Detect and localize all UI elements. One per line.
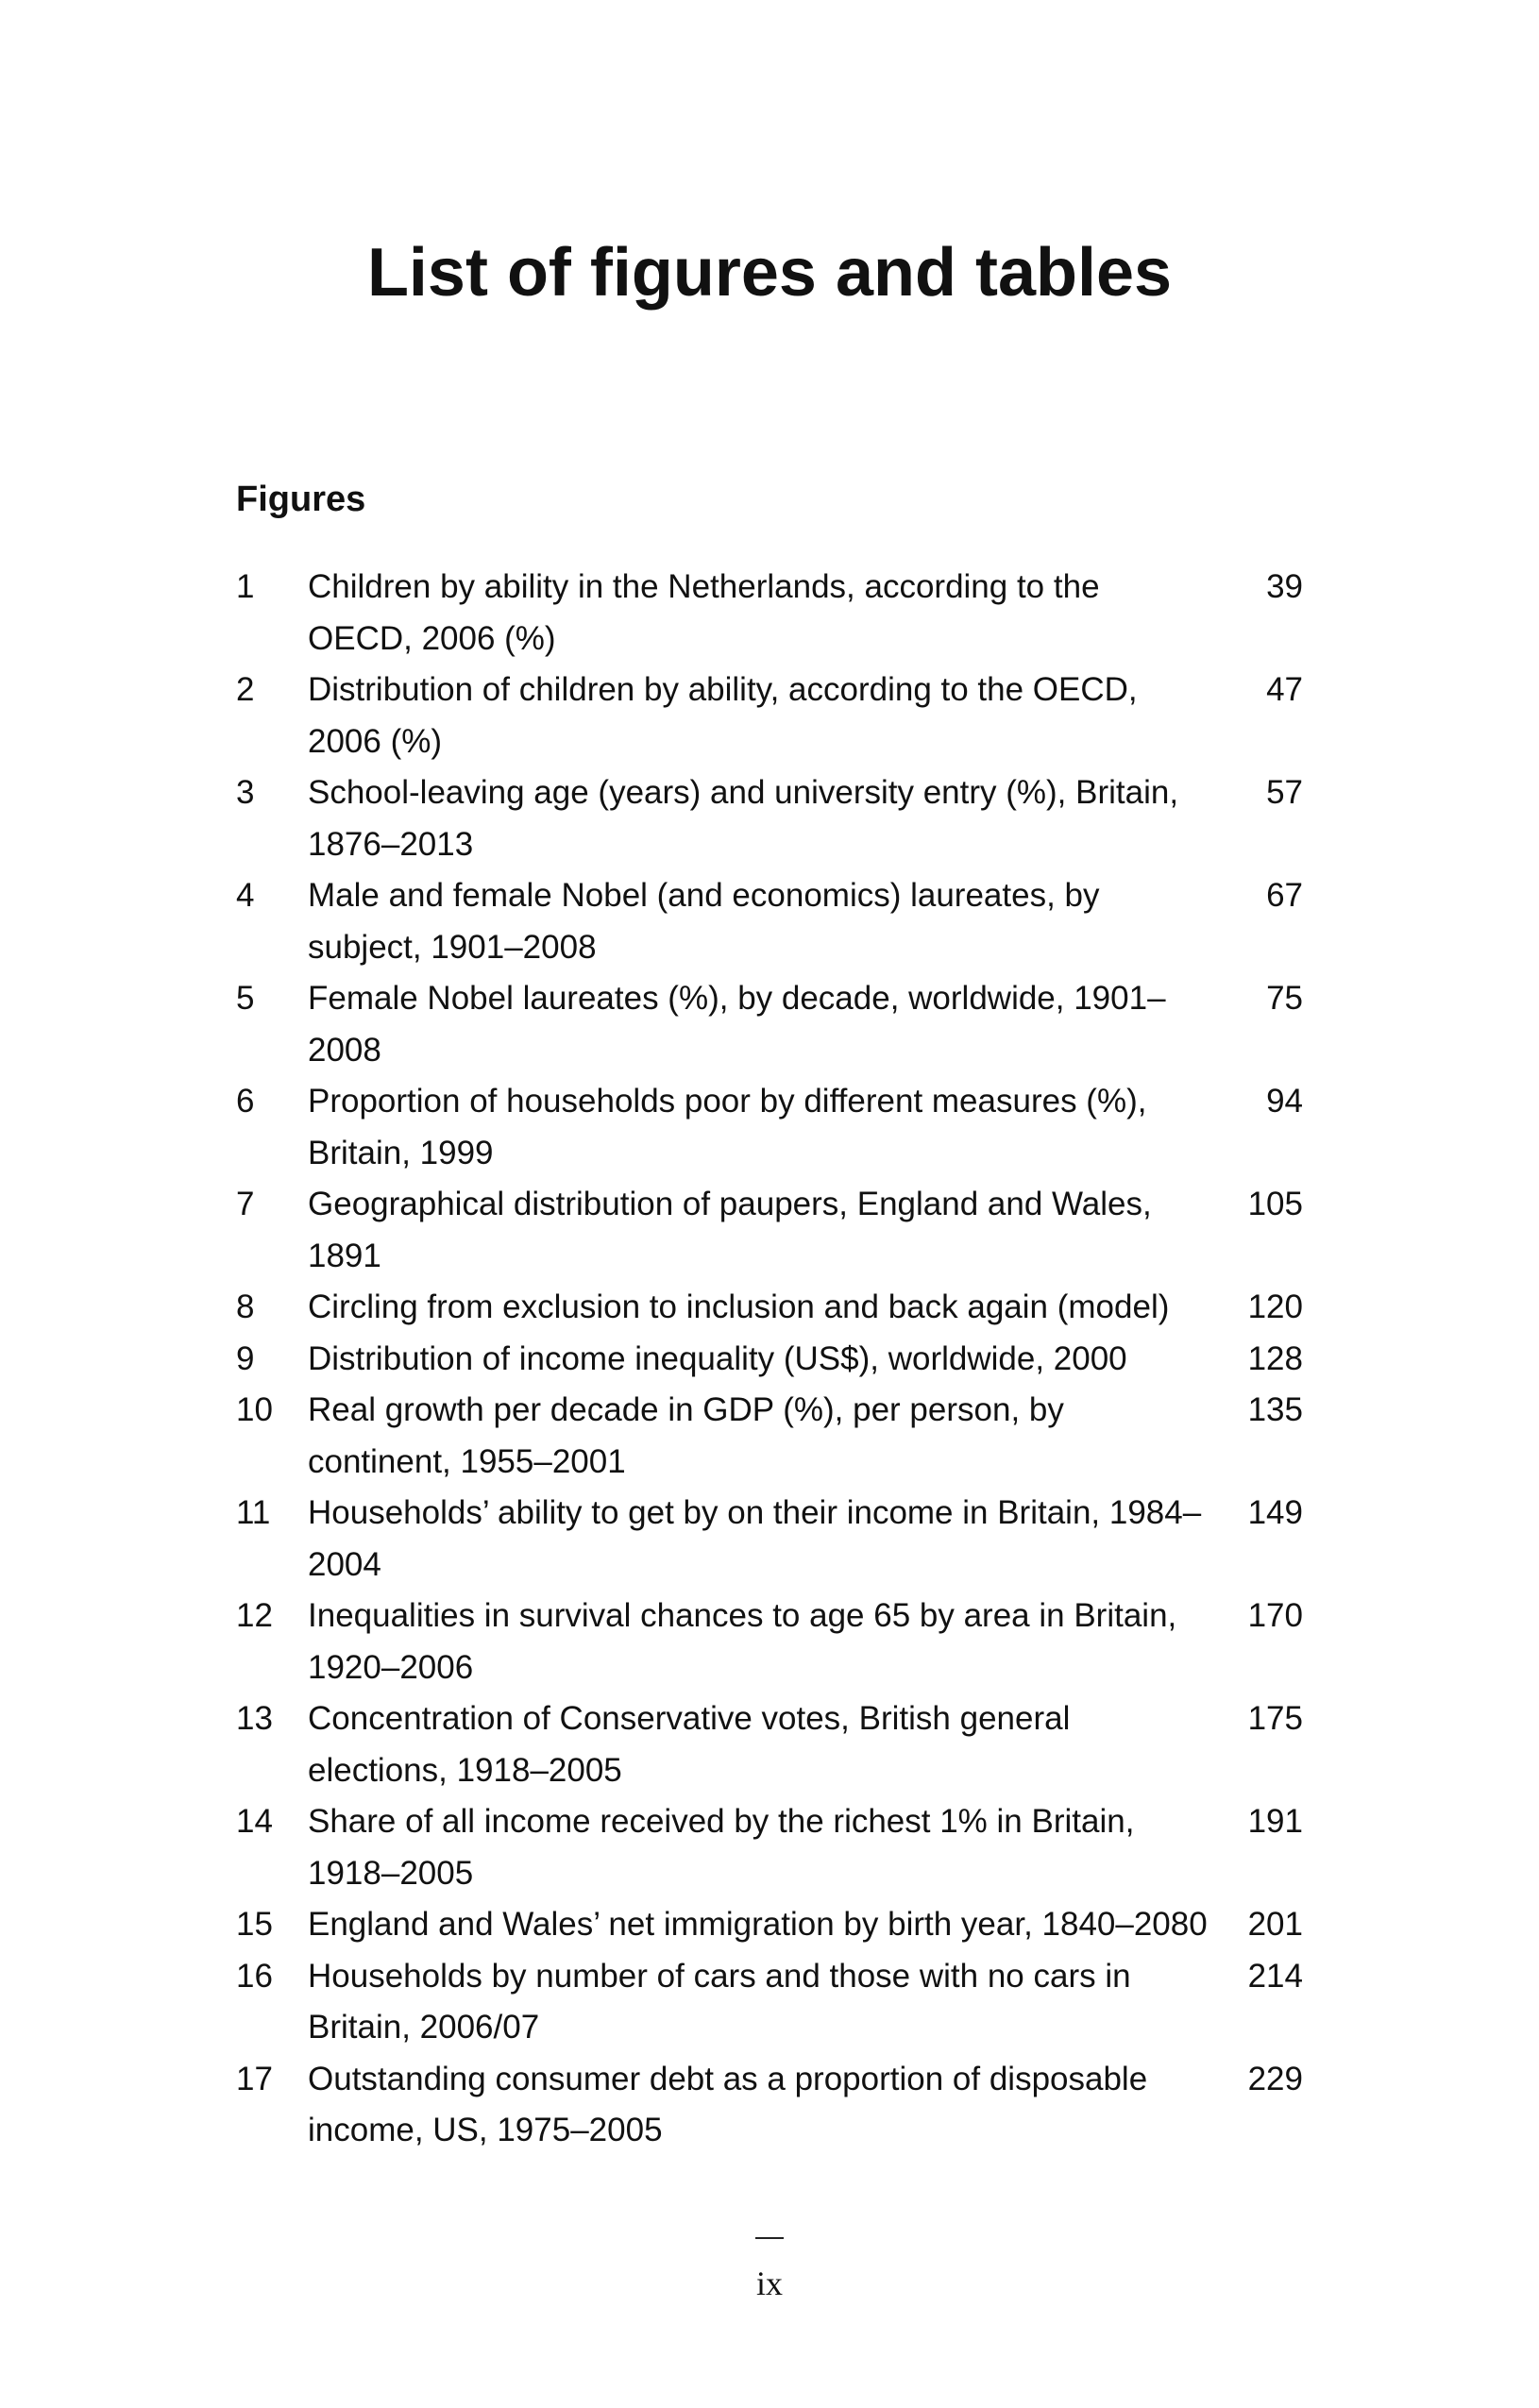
figure-page-number: 170 [1247,1597,1303,1634]
figure-number: 11 [236,1494,271,1531]
figure-title: Households’ ability to get by on their income in Britain, 1984–2004 [308,1494,1202,1583]
figure-entry [236,1899,1303,1951]
figure-entry [236,1076,1303,1179]
figure-number: 15 [236,1906,273,1943]
figure-number: 10 [236,1391,273,1428]
figure-title: Distribution of income inequality (US$), worldwide, 2000 [308,1339,1127,1377]
figure-title: Proportion of households poor by different measures (%), Britain, 1999 [308,1083,1147,1171]
section-heading-figures: Figures [236,480,366,519]
figure-page-number: 47 [1266,671,1303,708]
page-number: ix [755,2265,783,2302]
figure-entry [236,1951,1303,2054]
figure-title: Share of all income received by the richest 1% in Britain, 1918–2005 [308,1803,1135,1892]
figure-title: Real growth per decade in GDP (%), per person, by continent, 1955–2001 [308,1391,1064,1480]
figure-number: 17 [236,2060,273,2097]
figure-page-number: 175 [1247,1700,1303,1737]
folio-dash [755,2237,784,2239]
figure-page-number: 229 [1247,2060,1303,2097]
figure-page-number: 94 [1266,1083,1303,1120]
figure-title: Outstanding consumer debt as a proportion of disposable income, US, 1975–2005 [308,2060,1148,2148]
figure-page-number: 75 [1266,980,1303,1017]
figure-title: Concentration of Conservative votes, British general elections, 1918–2005 [308,1700,1071,1789]
figure-page-number: 214 [1247,1957,1303,1995]
figure-entry [236,1591,1303,1693]
figure-title: Households by number of cars and those with no cars in Britain, 2006/07 [308,1957,1131,2046]
figure-page-number: 191 [1247,1803,1303,1840]
figure-number: 14 [236,1803,273,1840]
figure-number: 1 [236,568,255,605]
figure-list [236,562,1303,2157]
figure-number: 12 [236,1597,273,1634]
figure-page-number: 201 [1247,1906,1303,1943]
figure-entry [236,1385,1303,1488]
figure-title: Geographical distribution of paupers, England and Wales, 1891 [308,1186,1152,1274]
figure-page-number: 135 [1247,1391,1303,1428]
figure-number: 3 [236,774,255,811]
figure-entry [236,1796,1303,1899]
figure-entry [236,562,1303,665]
figure-number: 13 [236,1700,273,1737]
figure-number: 7 [236,1186,255,1222]
figure-page-number: 39 [1266,568,1303,605]
figure-entry [236,1488,1303,1591]
figure-title: Female Nobel laureates (%), by decade, worldwide, 1901–2008 [308,980,1166,1069]
figure-entry [236,1179,1303,1282]
figure-title: Inequalities in survival chances to age 65 by area in Britain, 1920–2006 [308,1597,1177,1686]
figure-title: Children by ability in the Netherlands, according to the OECD, 2006 (%) [308,568,1100,657]
figure-title: Distribution of children by ability, according to the OECD, 2006 (%) [308,671,1138,760]
figure-title: Circling from exclusion to inclusion and back again (model) [308,1288,1170,1325]
figure-number: 2 [236,671,255,708]
figure-title: Male and female Nobel (and economics) laureates, by subject, 1901–2008 [308,877,1100,966]
figure-entry [236,1693,1303,1796]
figure-number: 9 [236,1339,255,1377]
figure-number: 6 [236,1083,255,1120]
figure-entry [236,767,1303,870]
figure-page-number: 128 [1247,1339,1303,1377]
figure-number: 8 [236,1288,255,1325]
figure-page-number: 120 [1247,1288,1303,1325]
figure-entry [236,1334,1303,1386]
figure-entry [236,665,1303,767]
figure-number: 4 [236,877,255,914]
figure-entry [236,2054,1303,2157]
figure-page-number: 149 [1247,1494,1303,1531]
page-title: List of figures and tables [366,235,1173,311]
figure-title: England and Wales’ net immigration by birth year, 1840–2080 [308,1906,1208,1943]
figure-number: 16 [236,1957,273,1995]
figure-page-number: 57 [1266,774,1303,811]
figure-page-number: 67 [1266,877,1303,914]
figure-entry [236,1282,1303,1334]
figure-entry [236,973,1303,1076]
figure-entry [236,870,1303,973]
figure-number: 5 [236,980,255,1017]
figure-page-number: 105 [1247,1186,1303,1222]
figure-title: School-leaving age (years) and university entry (%), Britain, 1876–2013 [308,774,1179,863]
